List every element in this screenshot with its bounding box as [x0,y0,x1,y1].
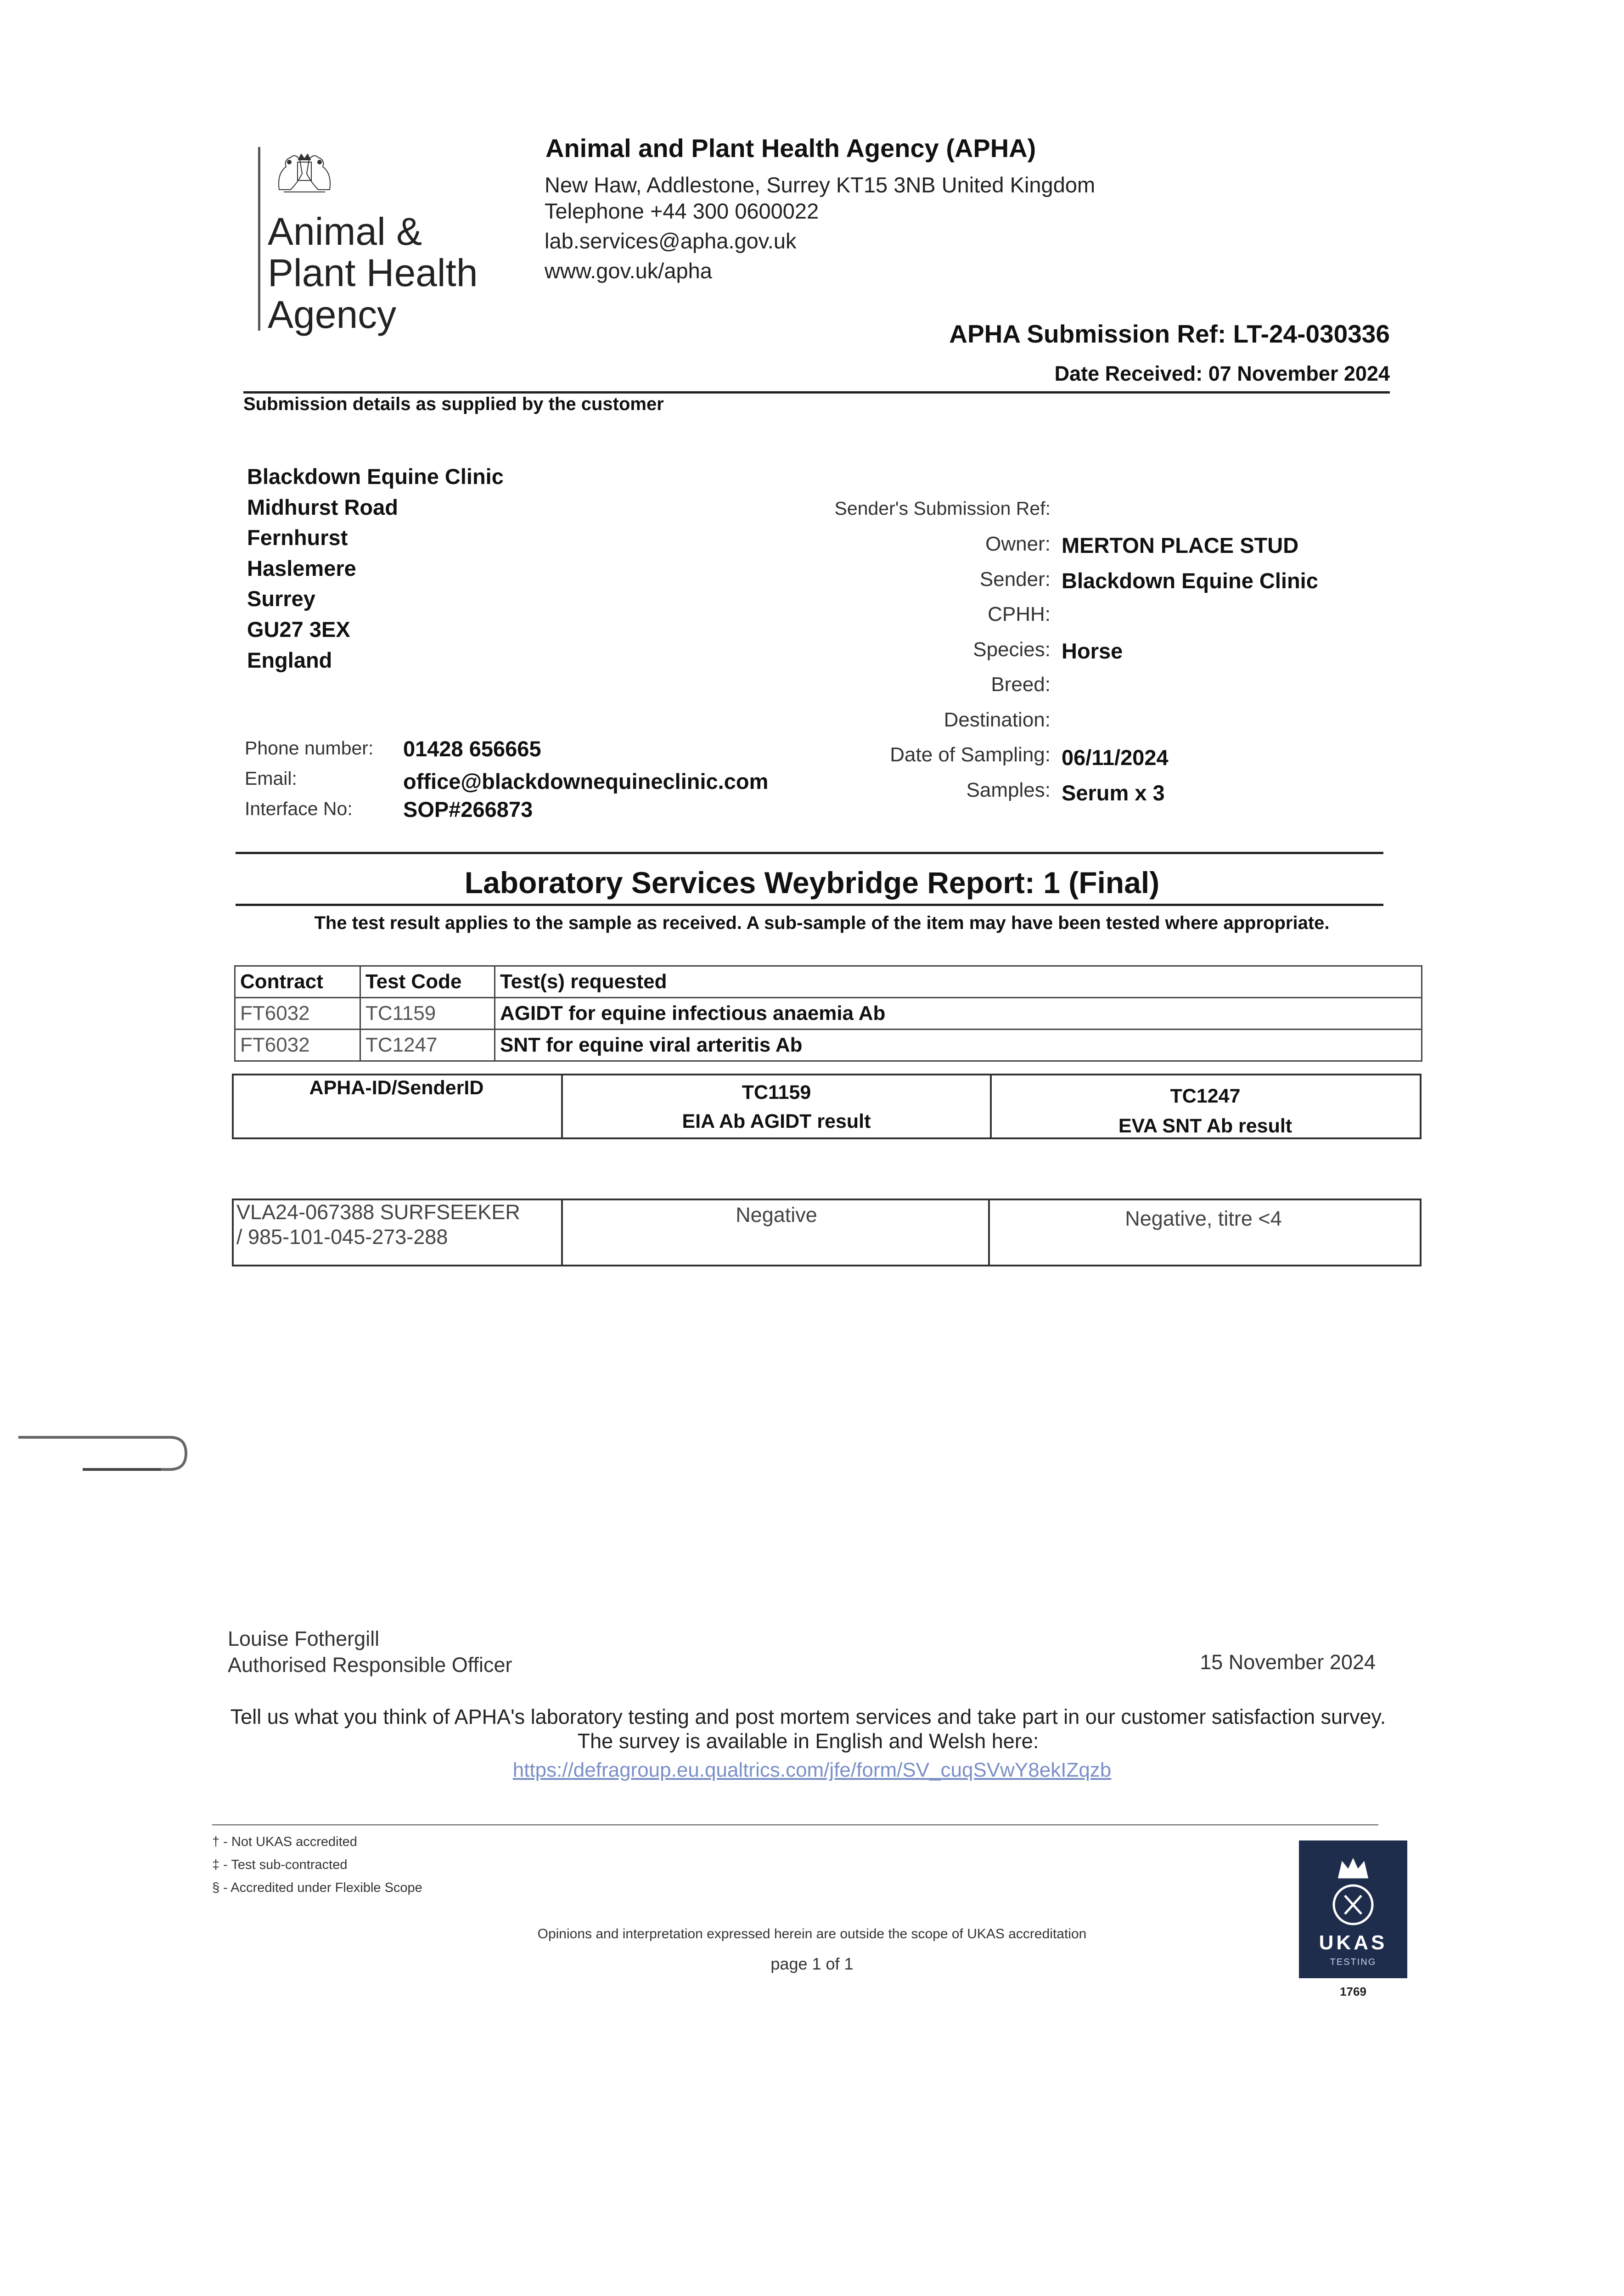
header-divider [243,391,1390,394]
sender-value: Blackdown Equine Clinic [1062,568,1318,593]
owner-label: Owner: [985,533,1051,555]
test-requested-cell: SNT for equine viral arteritis Ab [495,1030,1422,1061]
apha-id-value: VLA24-067388 SURFSEEKER [236,1200,520,1224]
survey-link[interactable]: https://defragroup.eu.qualtrics.com/jfe/form/SV_cuqSVwY8ekIZqzb [512,1759,1112,1781]
species-label: Species: [973,638,1051,661]
contract-cell: FT6032 [235,1030,360,1061]
customer-address-line: Surrey [247,586,315,611]
ukas-opinions-note: Opinions and interpretation expressed herein are outside the scope of UKAS accreditation [537,1926,1087,1941]
sampling-date-value: 06/11/2024 [1062,745,1169,770]
agency-logo-line-3: Agency [268,293,397,336]
table-row [235,1030,1422,1061]
org-address: New Haw, Addlestone, Surrey KT15 3NB United Kingdom [545,173,1096,197]
survey-text: Tell us what you think of APHA's laboratory testing and post mortem services and take part in our customer satisfaction survey. The survey is available in English and Welsh here: [230,1705,1386,1753]
org-name: Animal and Plant Health Agency (APHA) [545,134,1036,163]
logo-divider [258,147,260,331]
samples-value: Serum x 3 [1062,781,1165,805]
test-code-cell: TC1247 [360,1030,495,1061]
sender-label: Sender: [979,568,1051,591]
ukas-number: 1769 [1340,1985,1366,1998]
customer-address-line: Midhurst Road [247,495,398,519]
sender-id-value: / 985-101-045-273-288 [236,1225,448,1249]
sampling-date-label: Date of Sampling: [890,743,1051,766]
ukas-wordmark: UKAS [1319,1931,1388,1954]
ukas-testing-label: TESTING [1330,1957,1377,1967]
tc1159-header: TC1159 [742,1081,811,1103]
owner-value: MERTON PLACE STUD [1062,533,1299,557]
agency-logo-line-2: Plant Health [268,251,478,294]
interface-value: SOP#266873 [403,797,533,822]
legend-item: † - Not UKAS accredited [212,1835,357,1849]
agency-logo-line-1: Animal & [268,210,422,253]
submission-details-label: Submission details as supplied by the customer [243,394,664,414]
legend-item: § - Accredited under Flexible Scope [212,1880,422,1895]
tc1247-header: TC1247 [1170,1085,1241,1107]
org-email: lab.services@apha.gov.uk [545,229,797,253]
email-value: office@blackdownequineclinic.com [403,769,769,793]
senders-ref-label: Sender's Submission Ref: [834,498,1051,519]
eva-result-value: Negative, titre <4 [1125,1207,1282,1230]
phone-value: 01428 656665 [403,737,541,761]
org-website: www.gov.uk/apha [545,259,712,283]
cphh-label: CPHH: [988,603,1051,625]
test-requested-cell: AGIDT for equine infectious anaemia Ab [495,998,1422,1030]
signer-name: Louise Fothergill [228,1627,380,1650]
contract-header: Contract [235,966,360,998]
eia-result-value: Negative [736,1203,817,1227]
date-received: Date Received: 07 November 2024 [1054,362,1390,385]
sign-date: 15 November 2024 [1200,1650,1376,1674]
test-code-cell: TC1159 [360,998,495,1030]
samples-label: Samples: [966,779,1051,801]
customer-address-line: Blackdown Equine Clinic [247,464,504,489]
page-number: page 1 of 1 [770,1954,854,1973]
species-value: Horse [1062,639,1123,663]
table-row [235,998,1422,1030]
test-code-header: Test Code [360,966,495,998]
customer-address-line: Haslemere [247,556,356,580]
eia-result-header: EIA Ab AGIDT result [682,1110,871,1132]
report-bottom-rule [236,904,1383,906]
apha-id-header: APHA-ID/SenderID [309,1077,484,1099]
tests-requested-header: Test(s) requested [495,966,1422,998]
customer-address-line: England [247,648,332,672]
customer-address-line: Fernhurst [247,525,348,550]
phone-label: Phone number: [245,737,374,759]
eva-result-header: EVA SNT Ab result [1118,1115,1292,1137]
ukas-crown-icon [1299,1840,1407,1932]
org-telephone: Telephone +44 300 0600022 [545,199,819,223]
footer-divider [212,1824,1378,1825]
tests-header-row [235,966,1422,998]
email-label: Email: [245,768,297,789]
destination-label: Destination: [944,709,1051,731]
report-note: The test result applies to the sample as received. A sub-sample of the item may have been tested where appropriate. [314,913,1330,933]
breed-label: Breed: [991,673,1051,696]
tests-table [234,965,1422,1062]
contract-cell: FT6032 [235,998,360,1030]
paper-clip-icon [14,1428,188,1479]
customer-address-line: GU27 3EX [247,617,350,642]
royal-crest-icon [270,146,339,197]
signer-title: Authorised Responsible Officer [228,1653,512,1677]
legend-item: ‡ - Test sub-contracted [212,1857,348,1872]
submission-ref: APHA Submission Ref: LT-24-030336 [949,320,1390,348]
report-top-rule [236,852,1383,854]
report-title: Laboratory Services Weybridge Report: 1 (Final) [464,866,1160,900]
interface-label: Interface No: [245,798,353,819]
